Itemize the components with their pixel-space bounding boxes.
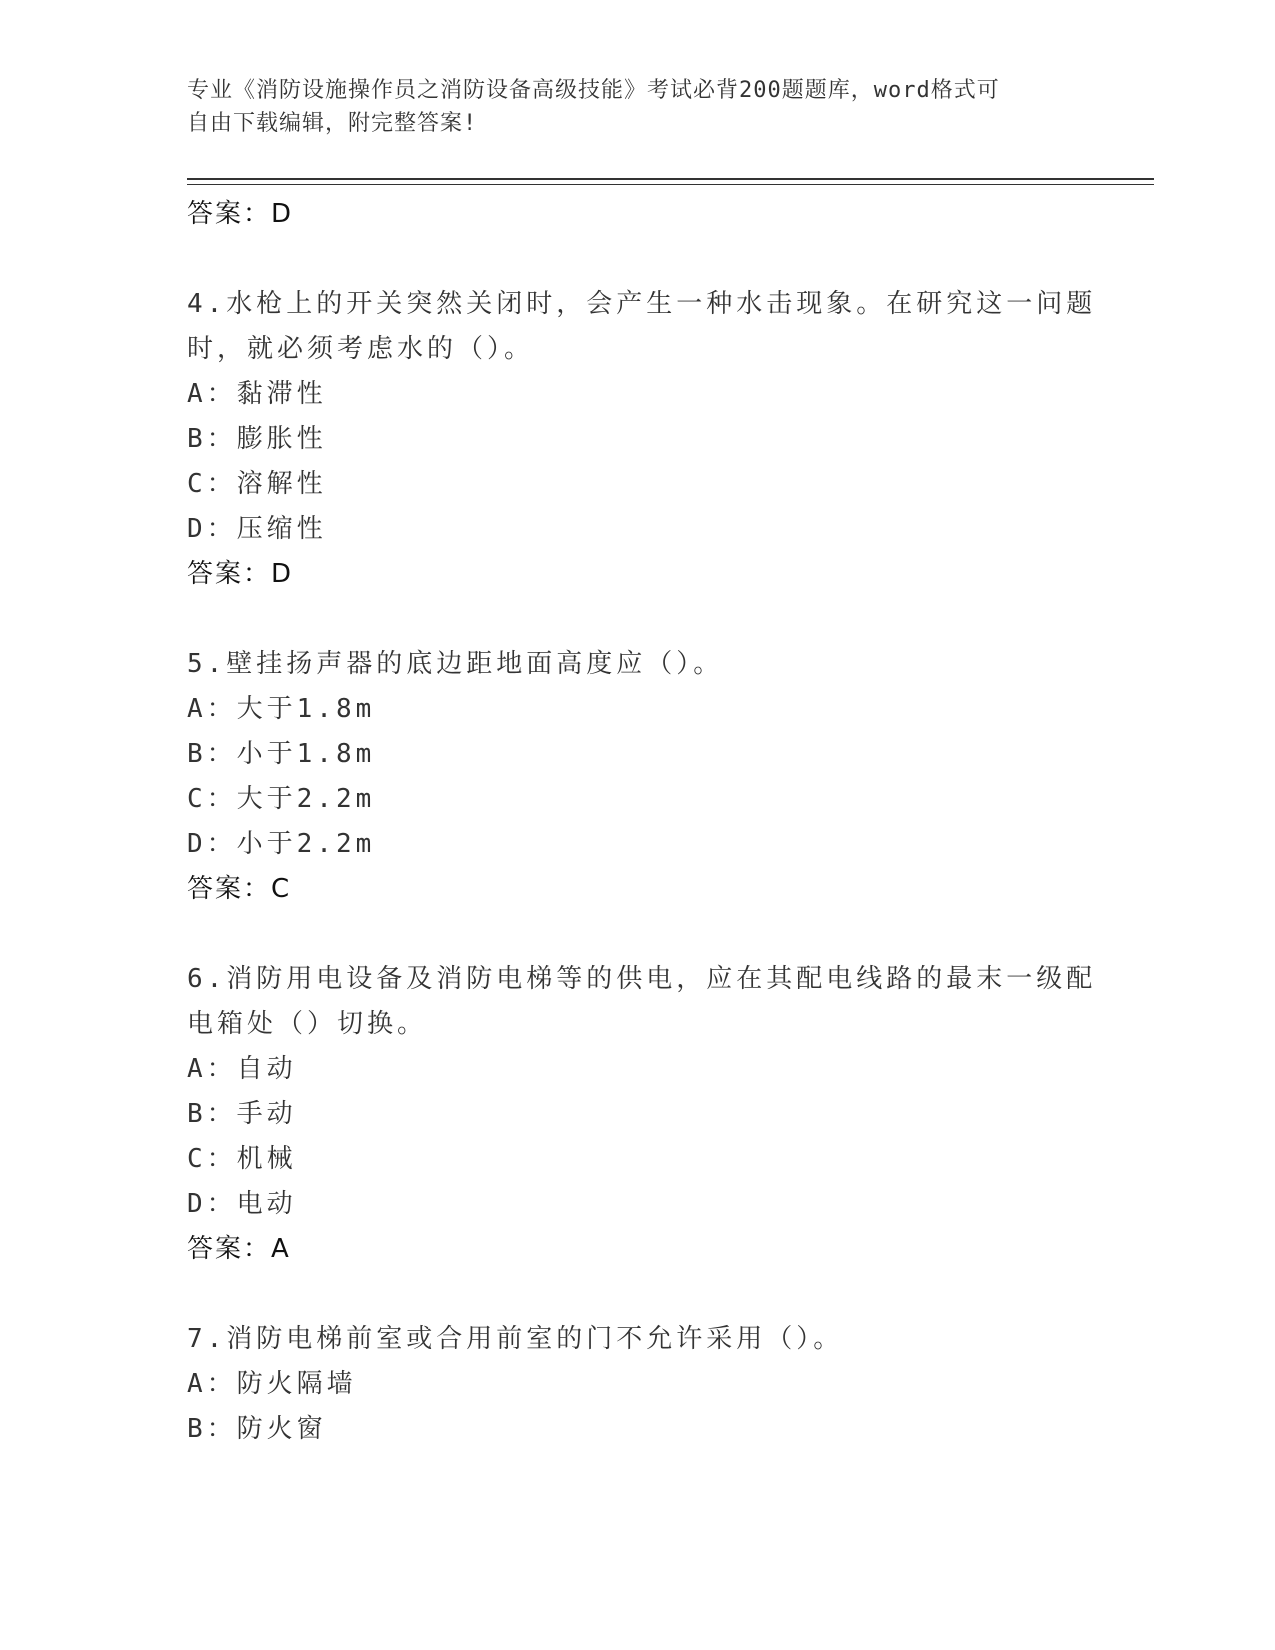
question-5-option-c: C：大于2.2m — [187, 784, 376, 814]
question-4-option-c: C：溶解性 — [187, 469, 327, 499]
question-4-text-line-2: 时，就必须考虑水的（）。 — [187, 334, 535, 364]
question-6-option-c: C：机械 — [187, 1144, 297, 1174]
question-4-answer: 答案：D — [187, 559, 294, 589]
header-divider-thin — [187, 184, 1154, 185]
question-6-text-line-1: 6.消防用电设备及消防电梯等的供电，应在其配电线路的最末一级配 — [187, 964, 1097, 994]
question-7-option-a: A：防火隔墙 — [187, 1369, 357, 1399]
header-divider-thick — [187, 178, 1154, 180]
question-7-text-line-1: 7.消防电梯前室或合用前室的门不允许采用（）。 — [187, 1324, 844, 1354]
question-5-option-d: D：小于2.2m — [187, 829, 376, 859]
prev-answer: 答案：D — [187, 199, 294, 229]
question-4-option-b: B：膨胀性 — [187, 424, 327, 454]
question-4-option-d: D：压缩性 — [187, 514, 327, 544]
question-4-text-line-1: 4.水枪上的开关突然关闭时，会产生一种水击现象。在研究这一问题 — [187, 289, 1097, 319]
question-5-text-line-1: 5.壁挂扬声器的底边距地面高度应（）。 — [187, 649, 724, 679]
header-line-2: 自由下载编辑，附完整答案! — [187, 111, 478, 136]
header-line-1: 专业《消防设施操作员之消防设备高级技能》考试必背200题题库，word格式可 — [187, 78, 1000, 103]
question-4-option-a: A：黏滞性 — [187, 379, 327, 409]
question-6-text-line-2: 电箱处（）切换。 — [187, 1009, 428, 1039]
question-5-option-a: A：大于1.8m — [187, 694, 376, 724]
question-7-option-b: B：防火窗 — [187, 1414, 327, 1444]
question-6-option-b: B：手动 — [187, 1099, 297, 1129]
question-6-option-a: A：自动 — [187, 1054, 297, 1084]
question-6-answer: 答案：A — [187, 1234, 291, 1264]
question-6-option-d: D：电动 — [187, 1189, 297, 1219]
question-5-option-b: B：小于1.8m — [187, 739, 376, 769]
document-header — [187, 74, 1087, 140]
question-5-answer: 答案：C — [187, 874, 292, 904]
